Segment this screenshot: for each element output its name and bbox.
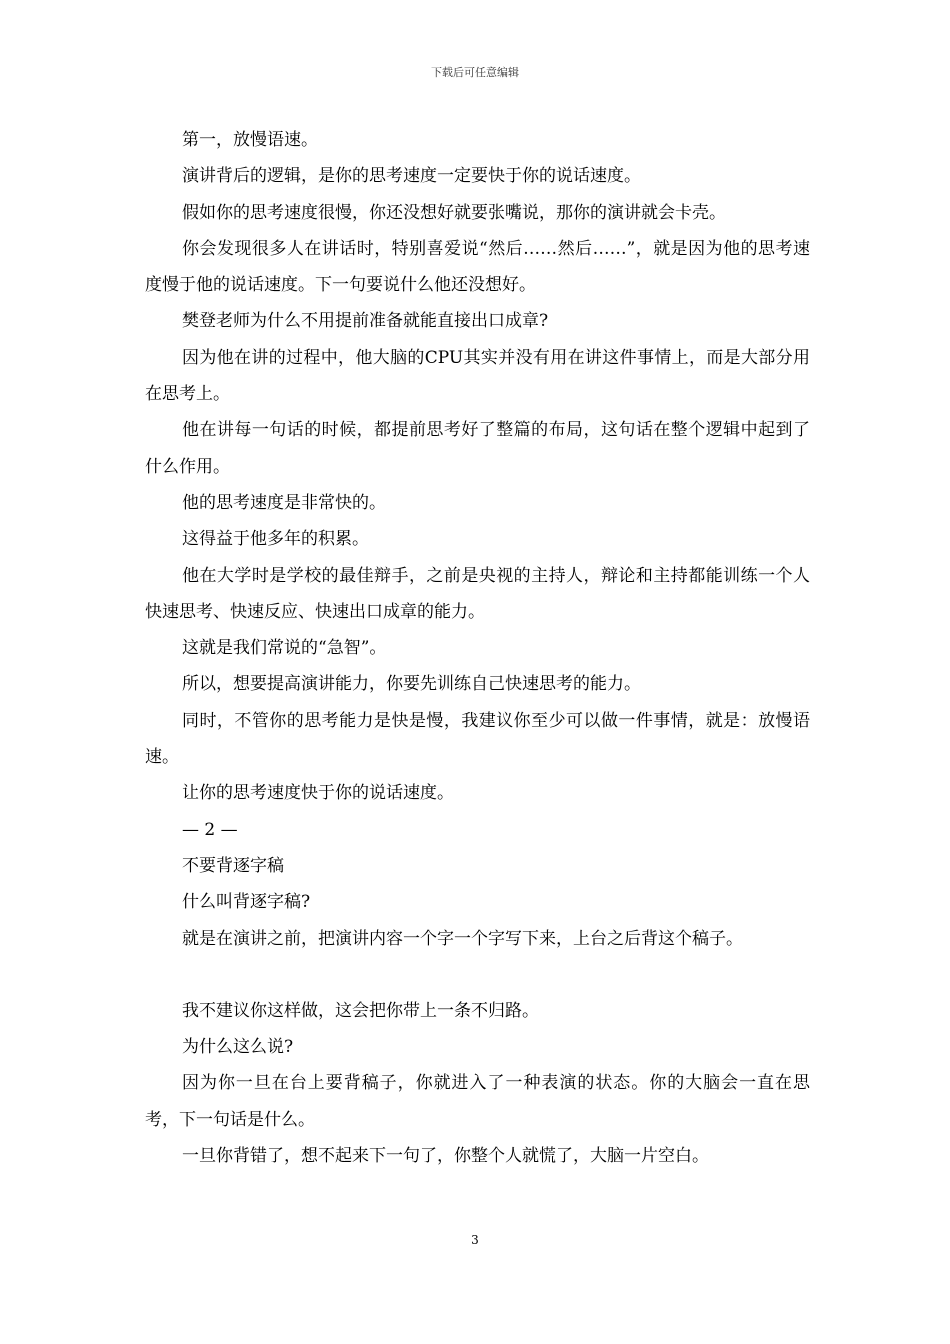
- paragraph: 这得益于他多年的积累。: [182, 529, 369, 550]
- document-body: [145, 122, 810, 1174]
- blank-line: [145, 957, 810, 993]
- paragraph: 同时，不管你的思考能力是快是慢，我建议你至少可以做一件事情，就是：放慢语速。: [145, 710, 810, 768]
- paragraph: 什么叫背逐字稿?: [182, 892, 311, 913]
- paragraph: 就是在演讲之前，把演讲内容一个字一个字写下来，上台之后背这个稿子。: [182, 928, 743, 949]
- paragraph: 他在大学时是学校的最佳辩手，之前是央视的主持人，辩论和主持都能训练一个人快速思考、快速反应、快速出口成章的能力。: [145, 565, 810, 622]
- paragraph: 樊登老师为什么不用提前准备就能直接出口成章?: [182, 311, 549, 332]
- page-number: 3: [471, 1233, 479, 1247]
- paragraph: 因为他在讲的过程中，他大脑的CPU其实并没有用在讲这件事情上，而是大部分用在思考上。: [145, 347, 810, 405]
- paragraph: 你会发现很多人在讲话时，特别喜爱说“然后……然后……”，就是因为他的思考速度慢于他的说话速度。下一句要说什么他还没想好。: [145, 238, 810, 296]
- paragraph: 我不建议你这样做，这会把你带上一条不归路。: [182, 1000, 539, 1021]
- paragraph: 第一，放慢语速。: [182, 130, 318, 150]
- section-number: — 2 —: [182, 819, 238, 840]
- page-header: 下载后可任意编辑: [431, 66, 519, 79]
- paragraph: 因为你一旦在台上要背稿子，你就进入了一种表演的状态。你的大脑会一直在思考，下一句话是什么。: [145, 1073, 810, 1130]
- paragraph: 一旦你背错了，想不起来下一句了，你整个人就慌了，大脑一片空白。: [182, 1146, 709, 1167]
- paragraph: 这就是我们常说的“急智”。: [182, 638, 387, 659]
- paragraph: 他在讲每一句话的时候，都提前思考好了整篇的布局，这句话在整个逻辑中起到了什么作用。: [145, 420, 810, 477]
- paragraph: 让你的思考速度快于你的说话速度。: [182, 783, 454, 804]
- paragraph: 为什么这么说?: [182, 1037, 294, 1058]
- paragraph: 演讲背后的逻辑，是你的思考速度一定要快于你的说话速度。: [182, 166, 641, 187]
- paragraph: 他的思考速度是非常快的。: [182, 492, 386, 513]
- section-heading: 不要背逐字稿: [182, 855, 284, 876]
- paragraph: 假如你的思考速度很慢，你还没想好就要张嘴说，那你的演讲就会卡壳。: [182, 202, 726, 223]
- paragraph: 所以，想要提高演讲能力，你要先训练自己快速思考的能力。: [182, 674, 641, 695]
